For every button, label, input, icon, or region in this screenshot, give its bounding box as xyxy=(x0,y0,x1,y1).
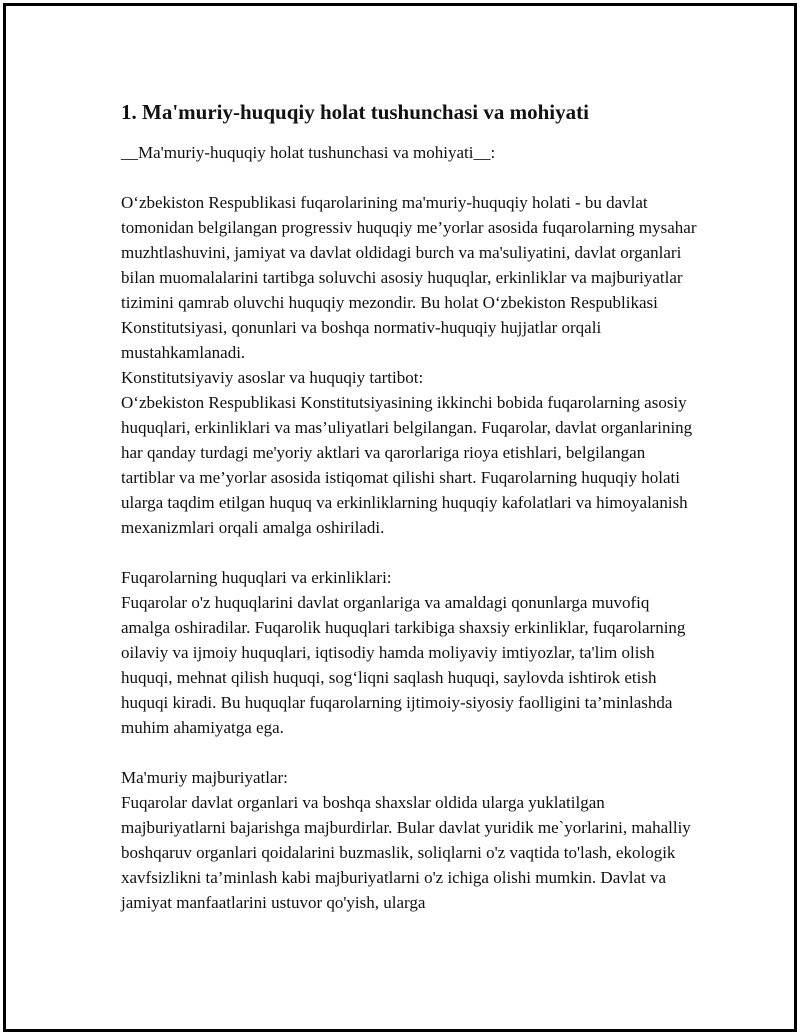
section-citizen-rights xyxy=(121,565,701,740)
section-heading: Fuqarolarning huquqlari va erkinliklari: xyxy=(121,568,392,587)
document-subtitle: __Ma'muriy-huquqiy holat tushunchasi va mohiyati__: xyxy=(121,143,496,162)
section-heading: Ma'muriy majburiyatlar: xyxy=(121,768,288,787)
section-constitutional-basis xyxy=(121,365,701,540)
page-frame xyxy=(3,3,797,1032)
intro-paragraph: O‘zbekiston Respublikasi fuqarolarining ma'muriy-huquqiy holati - bu davlat tomonidan belgilangan progressiv huquqiy me’yorlar asosida fuqarolarning mysahar muzhtlashuvini, jamiyat va davlat oldidagi burch va ma'suliyatini, davlat organlari bilan muomalalarini tartibga soluvchi asosiy huquqlar, erkinliklar va majburiyatlar tizimini qamrab oluvchi huquqiy mezondir. Bu holat O‘zbekiston Respublikasi Konstitutsiyasi, qonunlari va boshqa normativ-huquqiy hujjatlar orqali mustahkamlanadi. xyxy=(121,193,697,362)
section-body: Fuqarolar davlat organlari va boshqa shaxslar oldida ularga yuklatilgan majburiyatlarni bajarishga majburdirlar. Bular davlat yuridik me`yorlarini, mahalliy boshqaruv organlari qoidalarini buzmaslik, soliqlarni o'z vaqtida to'lash, ekologik xavfsizlikni ta’minlash kabi majburiyatlarni o'z ichiga olishi mumkin. Davlat va jamiyat manfaatlarini ustuvor qo'yish, ularga xyxy=(121,793,691,912)
section-heading: Konstitutsiyaviy asoslar va huquqiy tartibot: xyxy=(121,368,424,387)
section-body: O‘zbekiston Respublikasi Konstitutsiyasining ikkinchi bobida fuqarolarning asosiy huquqlari, erkinliklari va mas’uliyatlari belgilangan. Fuqarolar, davlat organlarining har qanday turdagi me'yoriy aktlari va qarorlariga rioya etishlari, belgilangan tartiblar va me’yorlar asosida istiqomat qilishi shart. Fuqarolarning huquqiy holati ularga taqdim etilgan huquq va erkinliklarning huquqiy kafolatlari va himoyalanish mexanizmlari orqali amalga oshiriladi. xyxy=(121,393,693,537)
document-title: 1. Ma'muriy-huquqiy holat tushunchasi va mohiyati xyxy=(121,100,589,124)
section-body: Fuqarolar o'z huquqlarini davlat organlariga va amaldagi qonunlarga muvofiq amalga oshiradilar. Fuqarolik huquqlari tarkibiga shaxsiy erkinliklar, fuqarolarning oilaviy va ijmoiy huquqlari, iqtisodiy hamda moliyaviy imtiyozlar, ta'lim olish huquqi, mehnat qilish huquqi, sog‘liqni saqlash huquqi, saylovda ishtirok etish huquqi kiradi. Bu huquqlar fuqarolarning ijtimoiy-siyosiy faolligini ta’minlashda muhim ahamiyatga ega. xyxy=(121,593,686,737)
section-administrative-duties xyxy=(121,765,701,915)
document-content xyxy=(121,98,701,940)
